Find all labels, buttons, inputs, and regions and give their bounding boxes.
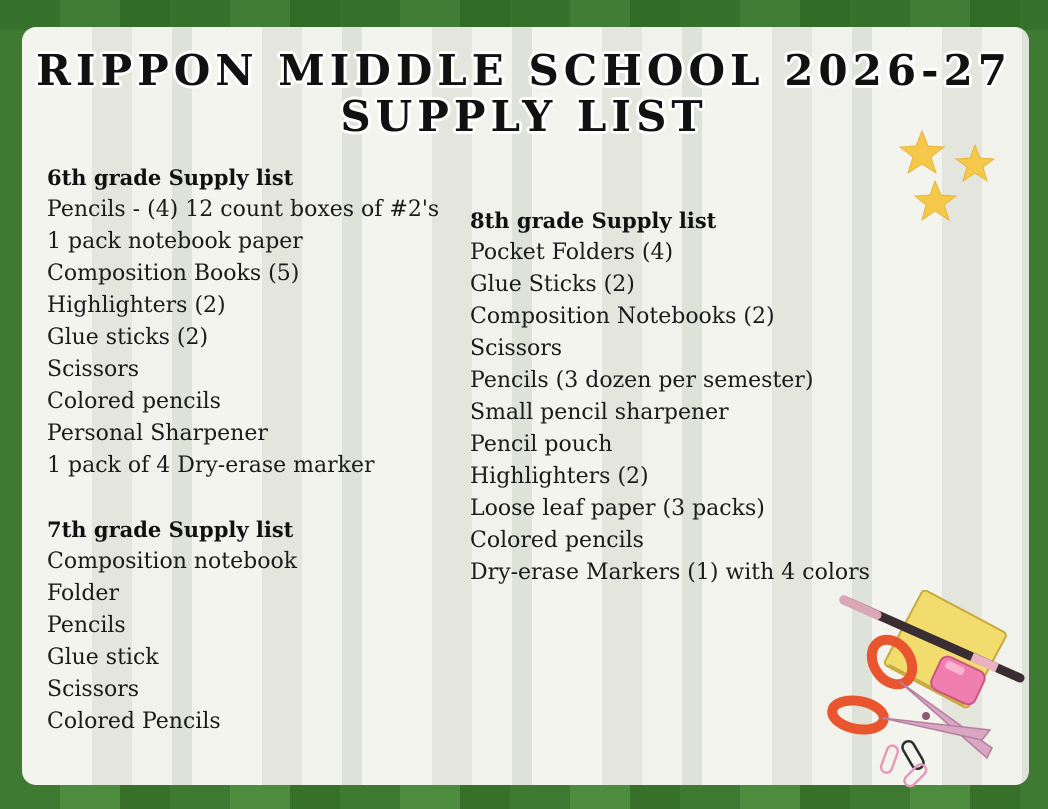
grade6-section [47,162,439,482]
page-title: RIPPON MIDDLE SCHOOL 2026-27 [35,46,1012,95]
list-item: Composition Books (5) [47,261,300,286]
list-item: 1 pack notebook paper [47,229,303,254]
list-item: Highlighters (2) [470,464,649,489]
list-item: Pocket Folders (4) [470,240,674,265]
list-item: Scissors [47,677,140,702]
list-item: Glue stick [47,645,159,670]
background-band [0,0,1048,30]
list-item: Pencils - (4) 12 count boxes of #2's [47,197,440,222]
star-icon [915,181,956,220]
list-item: Scissors [470,336,563,361]
grade8-heading: 8th grade Supply list [470,208,717,233]
list-item: 1 pack of 4 Dry-erase marker [47,453,375,478]
list-item: Glue Sticks (2) [470,272,635,297]
stars-decoration [895,125,1005,235]
grade8-list [470,237,870,589]
list-item: Colored pencils [470,528,644,553]
list-item: Pencil pouch [470,432,613,457]
grade7-section [47,514,297,738]
list-item: Dry-erase Markers (1) with 4 colors [470,560,870,585]
list-item: Colored pencils [47,389,221,414]
paperclip-icon [880,739,929,788]
grade7-heading: 7th grade Supply list [47,517,294,542]
list-item: Loose leaf paper (3 packs) [470,496,765,521]
list-item: Small pencil sharpener [470,400,729,425]
list-item: Glue sticks (2) [47,325,209,350]
list-item: Pencils (3 dozen per semester) [470,368,814,393]
grade6-list [47,194,439,482]
list-item: Composition Notebooks (2) [470,304,775,329]
list-item: Colored Pencils [47,709,221,734]
list-item: Folder [47,581,119,606]
list-item: Pencils [47,613,126,638]
grade6-heading: 6th grade Supply list [47,165,294,190]
list-item: Highlighters (2) [47,293,226,318]
page-subtitle: SUPPLY LIST [340,92,708,141]
star-icon [956,145,994,181]
grade8-section [470,205,870,589]
grade7-list [47,546,297,738]
list-item: Personal Sharpener [47,421,268,446]
list-item: Scissors [47,357,140,382]
list-item: Composition notebook [47,549,298,574]
star-icon [900,131,944,173]
school-supplies-illustration [822,590,1032,790]
